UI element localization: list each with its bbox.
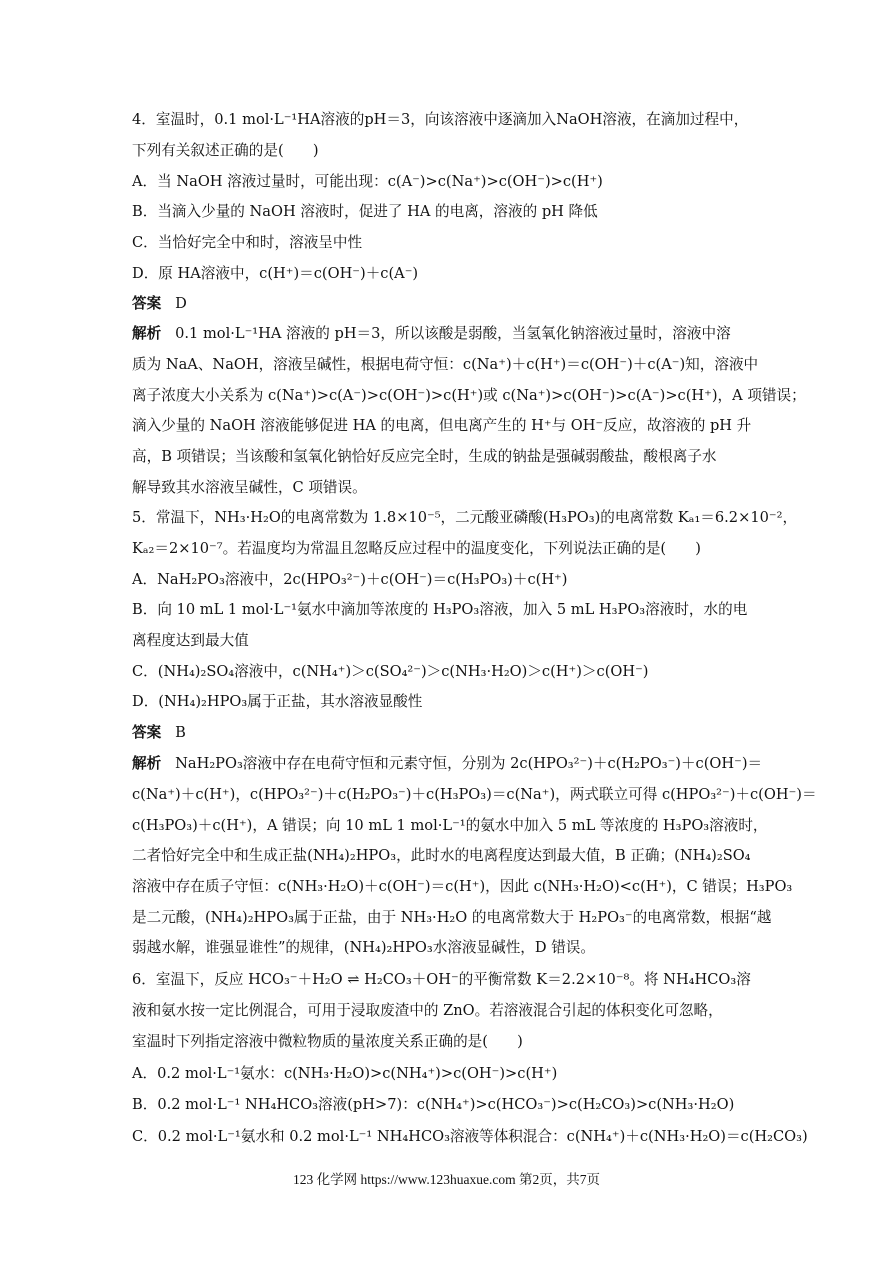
q4-answer xyxy=(132,294,187,314)
q5-analysis-line-5: 溶液中存在质子守恒：c(NH₃·H₂O)＋c(OH⁻)＝c(H⁺)，因此 c(NH₃·H₂O)<c(H⁺)，C 错误；H₃PO₃ xyxy=(132,878,793,895)
q4-analysis-line-4: 滴入少量的 NaOH 溶液能够促进 HA 的电离，但电离产生的 H⁺与 OH⁻反应，故溶液的 pH 升 xyxy=(132,417,752,434)
q6-stem-line-2: 液和氨水按一定比例混合，可用于浸取废渣中的 ZnO。若溶液混合引起的体积变化可忽略， xyxy=(132,1002,723,1019)
q6-option-a: A．0.2 mol·L⁻¹氨水：c(NH₃·H₂O)>c(NH₄⁺)>c(OH⁻)>c(H⁺) xyxy=(132,1065,558,1082)
q4-option-c: C．当恰好完全中和时，溶液呈中性 xyxy=(132,234,363,251)
answer-value: B xyxy=(175,724,186,741)
q4-analysis-line-5: 高，B 项错误；当该酸和氢氧化钠恰好反应完全时，生成的钠盐是强碱弱酸盐，酸根离子水 xyxy=(132,448,717,465)
q5-analysis-line-3: c(H₃PO₃)＋c(H⁺)，A 错误；向 10 mL 1 mol·L⁻¹的氨水中加入 5 mL 等浓度的 H₃PO₃溶液时， xyxy=(132,817,768,834)
q5-analysis-line-7: 弱越水解，谁强显谁性”的规律，(NH₄)₂HPO₃水溶液显碱性，D 错误。 xyxy=(132,939,595,956)
q4-stem-line-2: 下列有关叙述正确的是( ) xyxy=(132,142,319,159)
q5-stem-line-2: Kₐ₂＝2×10⁻⁷。若温度均为常温且忽略反应过程中的温度变化，下列说法正确的是( ) xyxy=(132,540,702,557)
analysis-text: 0.1 mol·L⁻¹HA 溶液的 pH＝3，所以该酸是弱酸，当氢氧化钠溶液过量时，溶液中溶 xyxy=(175,325,731,342)
q5-analysis-line-1 xyxy=(132,754,762,774)
q5-analysis-line-6: 是二元酸，(NH₄)₂HPO₃属于正盐，由于 NH₃·H₂O 的电离常数大于 H₂PO₃⁻的电离常数，根据“越 xyxy=(132,909,772,926)
answer-label: 答案 xyxy=(132,295,162,312)
q5-stem-line-1: 5．常温下，NH₃·H₂O的电离常数为 1.8×10⁻⁵，二元酸亚磷酸(H₃PO₃)的电离常数 Kₐ₁＝6.2×10⁻²， xyxy=(132,509,798,526)
q4-analysis-line-1 xyxy=(132,324,731,344)
analysis-label: 解析 xyxy=(132,755,162,772)
q4-option-a: A．当 NaOH 溶液过量时，可能出现：c(A⁻)>c(Na⁺)>c(OH⁻)>c(H⁺) xyxy=(132,173,603,190)
q6-stem-line-1: 6．室温下，反应 HCO₃⁻＋H₂O ⇌ H₂CO₃＋OH⁻的平衡常数 K＝2.2×10⁻⁸。将 NH₄HCO₃溶 xyxy=(132,971,751,988)
q4-option-b: B．当滴入少量的 NaOH 溶液时，促进了 HA 的电离，溶液的 pH 降低 xyxy=(132,203,598,220)
q5-option-c: C．(NH₄)₂SO₄溶液中，c(NH₄⁺)＞c(SO₄²⁻)＞c(NH₃·H₂O)＞c(H⁺)＞c(OH⁻) xyxy=(132,663,649,680)
q5-option-b-line-2: 离程度达到最大值 xyxy=(132,632,249,649)
q4-analysis-line-2: 质为 NaA、NaOH，溶液呈碱性，根据电荷守恒：c(Na⁺)＋c(H⁺)＝c(OH⁻)＋c(A⁻)知，溶液中 xyxy=(132,356,759,373)
q6-option-c: C．0.2 mol·L⁻¹氨水和 0.2 mol·L⁻¹ NH₄HCO₃溶液等体积混合：c(NH₄⁺)＋c(NH₃·H₂O)＝c(H₂CO₃) xyxy=(132,1128,808,1145)
q5-answer xyxy=(132,723,186,743)
page-footer: 123 化学网 https://www.123huaxue.com 第2页，共7页 xyxy=(293,1172,600,1187)
analysis-label: 解析 xyxy=(132,325,162,342)
answer-value: D xyxy=(175,295,187,312)
q5-analysis-line-4: 二者恰好完全中和生成正盐(NH₄)₂HPO₃，此时水的电离程度达到最大值，B 正确；(NH₄)₂SO₄ xyxy=(132,847,751,864)
q5-analysis-line-2: c(Na⁺)＋c(H⁺)，c(HPO₃²⁻)＋c(H₂PO₃⁻)＋c(H₃PO₃)＝c(Na⁺)，两式联立可得 c(HPO₃²⁻)＋c(OH⁻)＝ xyxy=(132,786,817,803)
q6-option-b: B．0.2 mol·L⁻¹ NH₄HCO₃溶液(pH>7)：c(NH₄⁺)>c(HCO₃⁻)>c(H₂CO₃)>c(NH₃·H₂O) xyxy=(132,1096,735,1113)
q5-option-a: A．NaH₂PO₃溶液中，2c(HPO₃²⁻)＋c(OH⁻)＝c(H₃PO₃)＋c(H⁺) xyxy=(132,571,568,588)
answer-label: 答案 xyxy=(132,724,162,741)
q5-option-b-line-1: B．向 10 mL 1 mol·L⁻¹氨水中滴加等浓度的 H₃PO₃溶液，加入 5 mL H₃PO₃溶液时，水的电 xyxy=(132,601,748,618)
analysis-text: NaH₂PO₃溶液中存在电荷守恒和元素守恒，分别为 2c(HPO₃²⁻)＋c(H₂PO₃⁻)＋c(OH⁻)＝ xyxy=(175,755,763,772)
q4-analysis-line-3: 离子浓度大小关系为 c(Na⁺)>c(A⁻)>c(OH⁻)>c(H⁺)或 c(Na⁺)>c(OH⁻)>c(A⁻)>c(H⁺)，A 项错误； xyxy=(132,387,806,404)
q4-option-d: D．原 HA溶液中，c(H⁺)＝c(OH⁻)＋c(A⁻) xyxy=(132,265,419,282)
q6-stem-line-3: 室温时下列指定溶液中微粒物质的量浓度关系正确的是( ) xyxy=(132,1033,523,1050)
q4-stem-line-1: 4．室温时，0.1 mol·L⁻¹HA溶液的pH＝3，向该溶液中逐滴加入NaOH溶液，在滴加过程中， xyxy=(132,111,749,128)
q5-option-d: D．(NH₄)₂HPO₃属于正盐，其水溶液显酸性 xyxy=(132,693,423,710)
q4-analysis-line-6: 解导致其水溶液呈碱性，C 项错误。 xyxy=(132,479,367,496)
